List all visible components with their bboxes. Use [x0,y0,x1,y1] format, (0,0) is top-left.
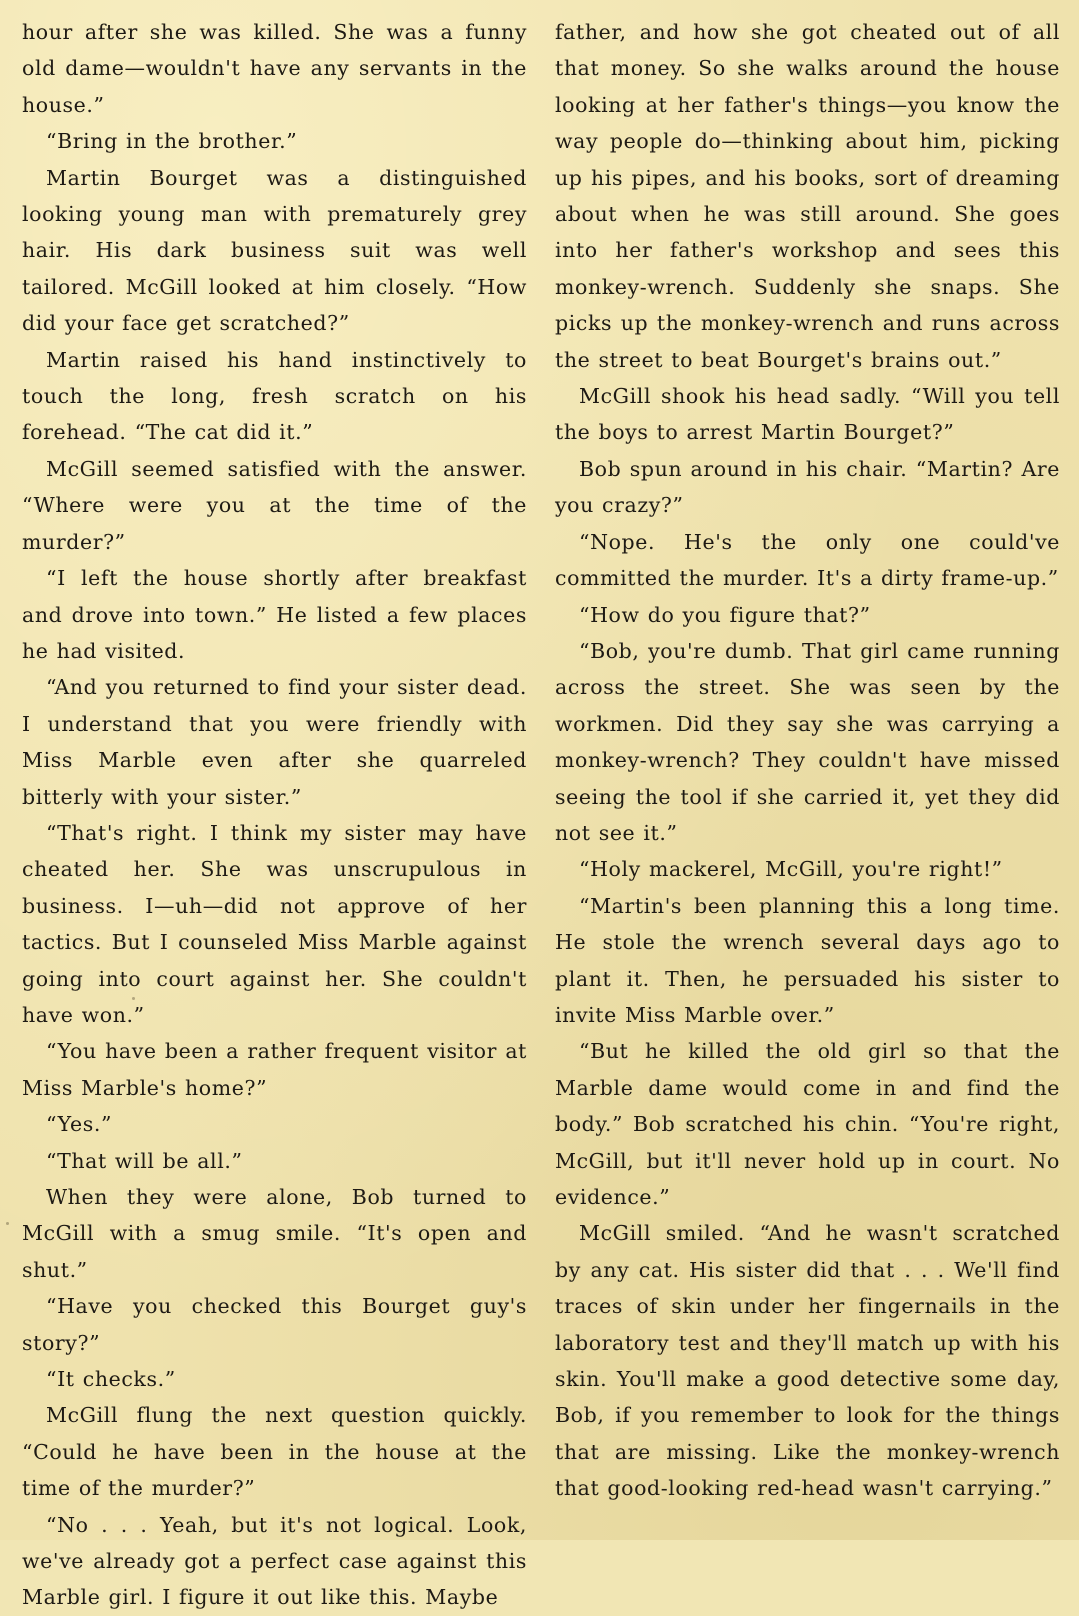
paragraph: “Nope. He's the only one could've committed the murder. It's a dirty frame-up.” [555,529,1060,591]
paragraph: “Holy mackerel, McGill, you're right!” [579,857,1003,882]
paragraph: McGill shook his head sadly. “Will you tell the boys to arrest Martin Bourget?” [555,384,1060,445]
paragraph: Martin Bourget was a distinguished looking young man with prematurely grey hair. His dark business suit was well tailored. McGill looked at him closely. “How did your face get scratched?” [22,165,527,336]
paragraph: “Bring in the brother.” [46,129,298,154]
print-speck [132,997,135,1000]
left-text-column [22,14,527,1616]
paragraph: When they were alone, Bob turned to McGill with a smug smile. “It's open and shut.” [22,1185,527,1282]
paragraph: father, and how she got cheated out of all that money. So she walks around the house looking at her father's things—you know the way people do—thinking about him, picking up his pipes, and his books, sort of dreaming about when he was still around. She goes into her father's workshop and sees this monkey-wrench. Suddenly she snaps. She picks up the monkey-wrench and runs across the street to beat Bourget's brains out.” [555,20,1060,372]
paragraph: Bob spun around in his chair. “Martin? Are you crazy?” [555,456,1060,518]
paragraph: “But he killed the old girl so that the Marble dame would come in and find the body.” Bob scratched his chin. “You're right, McGill, but it'll never hold up in court. No evidence.” [555,1039,1060,1209]
paragraph: “That will be all.” [46,1148,243,1173]
print-speck [345,612,348,615]
paragraph: “That's right. I think my sister may have cheated her. She was unscrupulous in business. I—uh—did not approve of her tactics. But I counseled Miss Marble against going into court against her. She couldn't have won.” [22,820,527,1027]
paragraph: “No . . . Yeah, but it's not logical. Look, we've already got a perfect case against this Marble girl. I figure it out like this. Maybe [22,1512,527,1610]
paragraph: McGill smiled. “And he wasn't scratched by any cat. His sister did that . . . We'll find traces of skin under her fingernails in the laboratory test and they'll match up with his skin. You'll make a good detective some day, Bob, if you remember to look for the things that are missing. Like the monkey-wrench that good-looking red-head wasn't carrying.” [555,1221,1060,1501]
paragraph: Martin raised his hand instinctively to touch the long, fresh scratch on his forehead. “The cat did it.” [22,347,527,445]
paragraph: hour after she was killed. She was a funny old dame—wouldn't have any servants in the house.” [22,20,527,117]
paragraph: “How do you figure that?” [579,602,871,627]
paragraph: McGill seemed satisfied with the answer. “Where were you at the time of the murder?” [22,456,527,554]
right-text-column [555,14,1060,1507]
paragraph: McGill flung the next question quickly. “Could he have been in the house at the time of the murder?” [22,1403,527,1501]
paragraph: “Bob, you're dumb. That girl came running across the street. She was seen by the workmen. Did they say she was carrying a monkey-wrench? They couldn't have missed seeing the tool if she carried it, yet they did not see it.” [555,638,1060,845]
paragraph: “And you returned to find your sister dead. I understand that you were friendly with Miss Marble even after she quarreled bitterly with your sister.” [22,675,527,809]
paragraph: “I left the house shortly after breakfast and drove into town.” He listed a few places he had visited. [22,566,527,663]
paragraph: “Have you checked this Bourget guy's story?” [22,1294,527,1355]
print-speck [6,1222,9,1225]
paragraph: “You have been a rather frequent visitor at Miss Marble's home?” [22,1039,527,1100]
paragraph: “It checks.” [46,1367,176,1392]
paragraph: “Yes.” [46,1112,113,1137]
paragraph: “Martin's been planning this a long time. He stole the wrench several days ago to plant it. Then, he persuaded his sister to invite Miss Marble over.” [555,893,1060,1027]
